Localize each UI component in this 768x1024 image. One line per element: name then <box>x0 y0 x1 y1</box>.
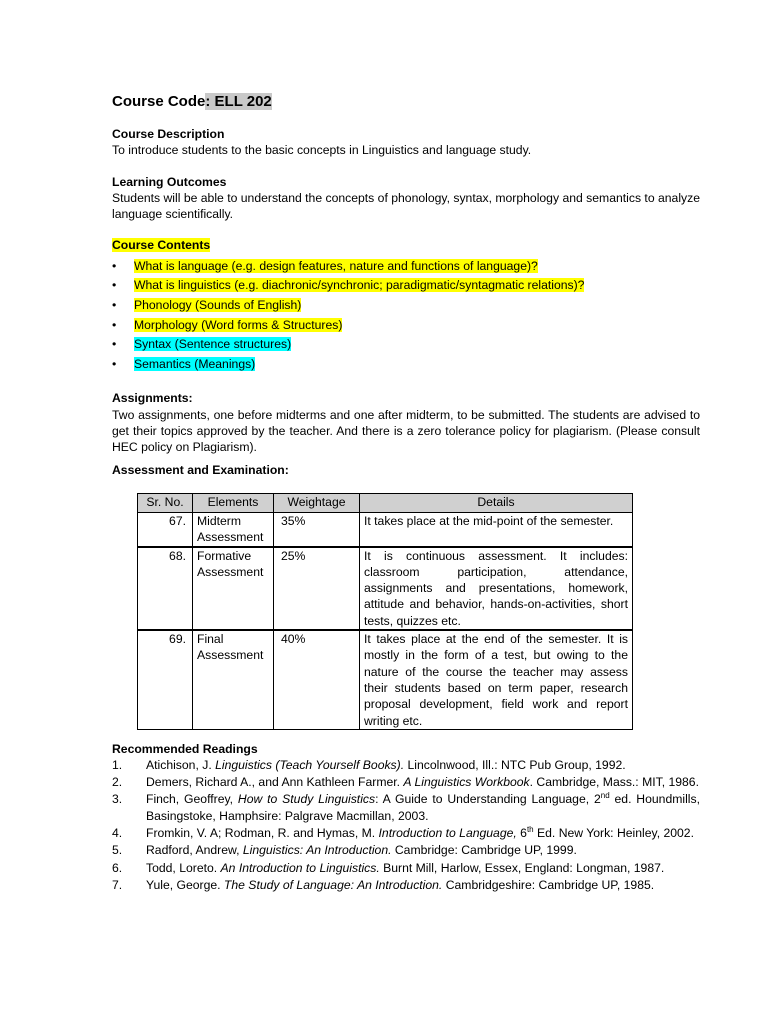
reference-title: Linguistics: An Introduction. <box>242 843 392 858</box>
item-number: 5. <box>112 843 123 858</box>
reference-details: Cambridgeshire: Cambridge UP, 1985. <box>442 877 655 892</box>
cell-details: It is continuous assessment. It includes: classroom participation, attendance, assignments and presentations, homework, attitude and behavior, hands-on-activities, short tests, quizzes etc. <box>360 547 633 630</box>
table-row <box>138 513 633 547</box>
cell-element: Midterm Assessment <box>193 513 274 547</box>
column-header-details: Details <box>360 494 633 513</box>
reference-author: Demers, Richard A., and Ann Kathleen Farmer. <box>146 775 404 790</box>
item-number: 2. <box>112 775 123 790</box>
ordinal-suffix: nd <box>600 791 610 801</box>
column-header-sr-no: Sr. No. <box>138 494 193 513</box>
course-code-heading <box>112 92 700 112</box>
cell-weightage: 25% <box>274 547 360 630</box>
assessment-heading: Assessment and Examination: <box>112 462 289 477</box>
bullet-icon: • <box>112 278 117 293</box>
recommended-readings-heading: Recommended Readings <box>112 742 258 756</box>
recommended-readings-section <box>112 741 700 893</box>
list-item-text: What is linguistics (e.g. diachronic/synchronic; paradigmatic/syntagmatic relations)? <box>134 278 585 293</box>
assignments-heading: Assignments: <box>112 391 193 406</box>
reference-details: Lincolnwood, Ill.: NTC Pub Group, 1992. <box>404 758 626 773</box>
readings-list <box>112 757 700 893</box>
cell-weightage: 40% <box>274 630 360 729</box>
table-row <box>138 630 633 729</box>
reference-author: Finch, Geoffrey, <box>146 792 238 807</box>
bullet-icon: • <box>112 337 117 352</box>
bullet-icon: • <box>112 356 117 371</box>
cell-element: Final Assessment <box>193 630 274 729</box>
reference-details: Cambridge: Cambridge UP, 1999. <box>391 843 577 858</box>
list-item <box>112 860 700 876</box>
reference-title: The Study of Language: An Introduction. <box>223 877 443 892</box>
list-item <box>112 877 700 893</box>
reference-title: An Introduction to Linguistics. <box>220 860 380 875</box>
reference-title: How to Study Linguistics <box>237 792 376 807</box>
reference-author: Todd, Loreto. <box>146 860 221 875</box>
assignments-text: Two assignments, one before midterms and one after midterm, to be submitted. The students are advised to get their topics approved by the teacher. And there is a zero tolerance policy for plagiarism. (Please consult HEC policy on Plagiarism). <box>112 407 700 455</box>
learning-outcomes-heading: Learning Outcomes <box>112 174 227 189</box>
list-item <box>112 825 700 841</box>
course-contents-heading-text: Course Contents <box>112 238 211 253</box>
course-description-section <box>112 126 700 159</box>
bullet-icon: • <box>112 297 117 312</box>
item-number: 6. <box>112 860 123 875</box>
reference-title: Introduction to Language, <box>378 826 517 841</box>
cell-weightage: 35% <box>274 513 360 547</box>
list-item-text: Syntax (Sentence structures) <box>134 337 292 352</box>
list-item <box>112 791 700 824</box>
reference-details-cont: ed. Houndmills, Basingstoke, Hamphsire: Palgrave Macmillan, 2003. <box>146 792 700 823</box>
item-number: 3. <box>112 792 123 807</box>
reference-details: 6 <box>516 826 527 841</box>
reference-author: Atichison, J. <box>146 758 216 773</box>
bullet-icon: • <box>112 258 117 273</box>
list-item <box>112 335 700 355</box>
list-item-text: Morphology (Word forms & Structures) <box>134 317 343 332</box>
reference-author: Fromkin, V. A; Rodman, R. and Hymas, M. <box>146 826 379 841</box>
list-item <box>112 842 700 858</box>
list-item <box>112 355 700 375</box>
list-item <box>112 316 700 336</box>
course-description-heading: Course Description <box>112 127 225 141</box>
list-item <box>112 774 700 790</box>
list-item <box>112 296 700 316</box>
cell-details: It takes place at the end of the semester. It is mostly in the form of a test, but owing to the nature of the course the teacher may assess their students based on term paper, research proposal development, field work and report writing etc. <box>360 630 633 729</box>
list-item <box>112 757 700 773</box>
reference-details-cont: Ed. New York: Heinley, 2002. <box>533 826 694 841</box>
course-description-text: To introduce students to the basic concepts in Linguistics and language study. <box>112 143 532 158</box>
ordinal-suffix: th <box>526 825 534 835</box>
reference-author: Yule, George. <box>146 877 224 892</box>
item-number: 1. <box>112 758 123 773</box>
course-contents-section <box>112 237 700 374</box>
document-body <box>112 92 700 478</box>
cell-sr-no: 68. <box>138 547 193 630</box>
assessment-table <box>137 493 633 730</box>
table-header-row <box>138 494 633 513</box>
list-item-text: What is language (e.g. design features, nature and functions of language)? <box>134 258 538 273</box>
cell-element: Formative Assessment <box>193 547 274 630</box>
cell-sr-no: 67. <box>138 513 193 547</box>
cell-details: It takes place at the mid-point of the semester. <box>360 513 633 547</box>
course-code-value: : ELL 202 <box>205 93 272 110</box>
list-item-text: Semantics (Meanings) <box>134 356 256 371</box>
reference-details: . Cambridge, Mass.: MIT, 1986. <box>529 775 699 790</box>
learning-outcomes-text: Students will be able to understand the concepts of phonology, syntax, morphology and semantics to analyze language scientifically. <box>112 190 700 222</box>
course-code-label: Course Code <box>112 93 206 110</box>
reference-details: Burnt Mill, Harlow, Essex, England: Longman, 1987. <box>379 860 665 875</box>
course-contents-heading <box>112 237 700 253</box>
column-header-weightage: Weightage <box>274 494 360 513</box>
list-item <box>112 257 700 277</box>
learning-outcomes-section <box>112 174 700 223</box>
table-row <box>138 547 633 630</box>
list-item <box>112 276 700 296</box>
item-number: 4. <box>112 826 123 841</box>
reference-title: A Linguistics Workbook <box>403 775 530 790</box>
reference-details: : A Guide to Understanding Language, 2 <box>375 792 601 807</box>
reference-author: Radford, Andrew, <box>146 843 243 858</box>
list-item-text: Phonology (Sounds of English) <box>134 297 302 312</box>
bullet-icon: • <box>112 317 117 332</box>
item-number: 7. <box>112 877 123 892</box>
course-contents-list <box>112 257 700 375</box>
cell-sr-no: 69. <box>138 630 193 729</box>
column-header-elements: Elements <box>193 494 274 513</box>
reference-title: Linguistics (Teach Yourself Books). <box>215 758 405 773</box>
assignments-section <box>112 390 700 477</box>
